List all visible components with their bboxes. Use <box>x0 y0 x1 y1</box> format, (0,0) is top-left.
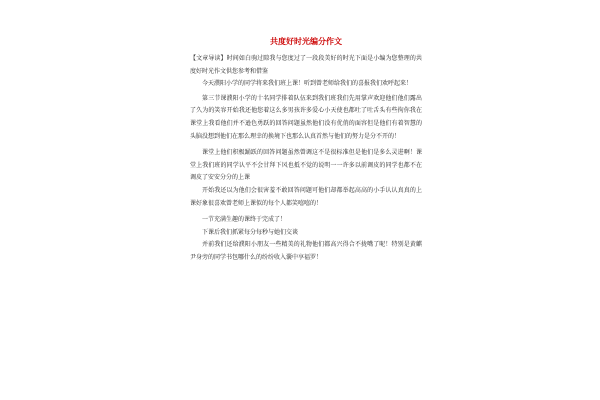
document-body <box>190 36 422 265</box>
paragraph-1: 今天濮阳小学的同学将来我们班上课！听到曾老师给我们的喜报我们欢呼起来！ <box>202 80 413 88</box>
paragraph-7: 并前我们还给濮阳小朋友一些精美的礼物他们都高兴得合不拢嘴了呢！特别是黄麒尹身旁的同学书包哪什么的纷纷收入囊中享福罗！ <box>190 241 422 261</box>
intro-paragraph: 【文章导读】时间如白驹过隙我与您度过了一段段美好的时光下面是小编为您整理的共度好时光作文供您参考和借鉴 <box>190 55 422 75</box>
paragraph-6: 下课后我们抓紧每分每秒与她们交谈 <box>202 228 299 236</box>
paragraph-2: 第三节课濮阳小学的十名同学排着队伍来到我们班我们先用掌声欢迎他们他们露出了久为的笑容开始我还他您着这么多男孩许多爱心小天使也都吐了吐舌头有些拘你我在课堂上我看他们并不逊色勇跃的回答问题虽然他们没有优俏的面容但是他们有着智慧的头脑没想到他们在那么理幸的换境下也那么认真首然与他们的努力是分不开的！ <box>190 94 422 140</box>
document-title: 共度好时光编分作文 <box>270 37 342 46</box>
paragraph-4: 开始我还以为他们会很害羞不敢回答问题可他们却都举起高高的小手认认真真的上课好象很喜欢曾老师上课似的每个人都笑嘻嘻的！ <box>190 186 422 207</box>
paragraph-3: 课堂上他们积极踊跃的回答问题虽然曾调这不是很标准但是他们是多么灵进啊！课堂上我们班的同学认平不会甘拜下风也抵不觉的说明一一许多以前调皮的同学也都不在调皮了安安分分的上课 <box>190 149 422 182</box>
paragraph-5: 一节充满生趣的课终于完成了！ <box>202 216 287 224</box>
